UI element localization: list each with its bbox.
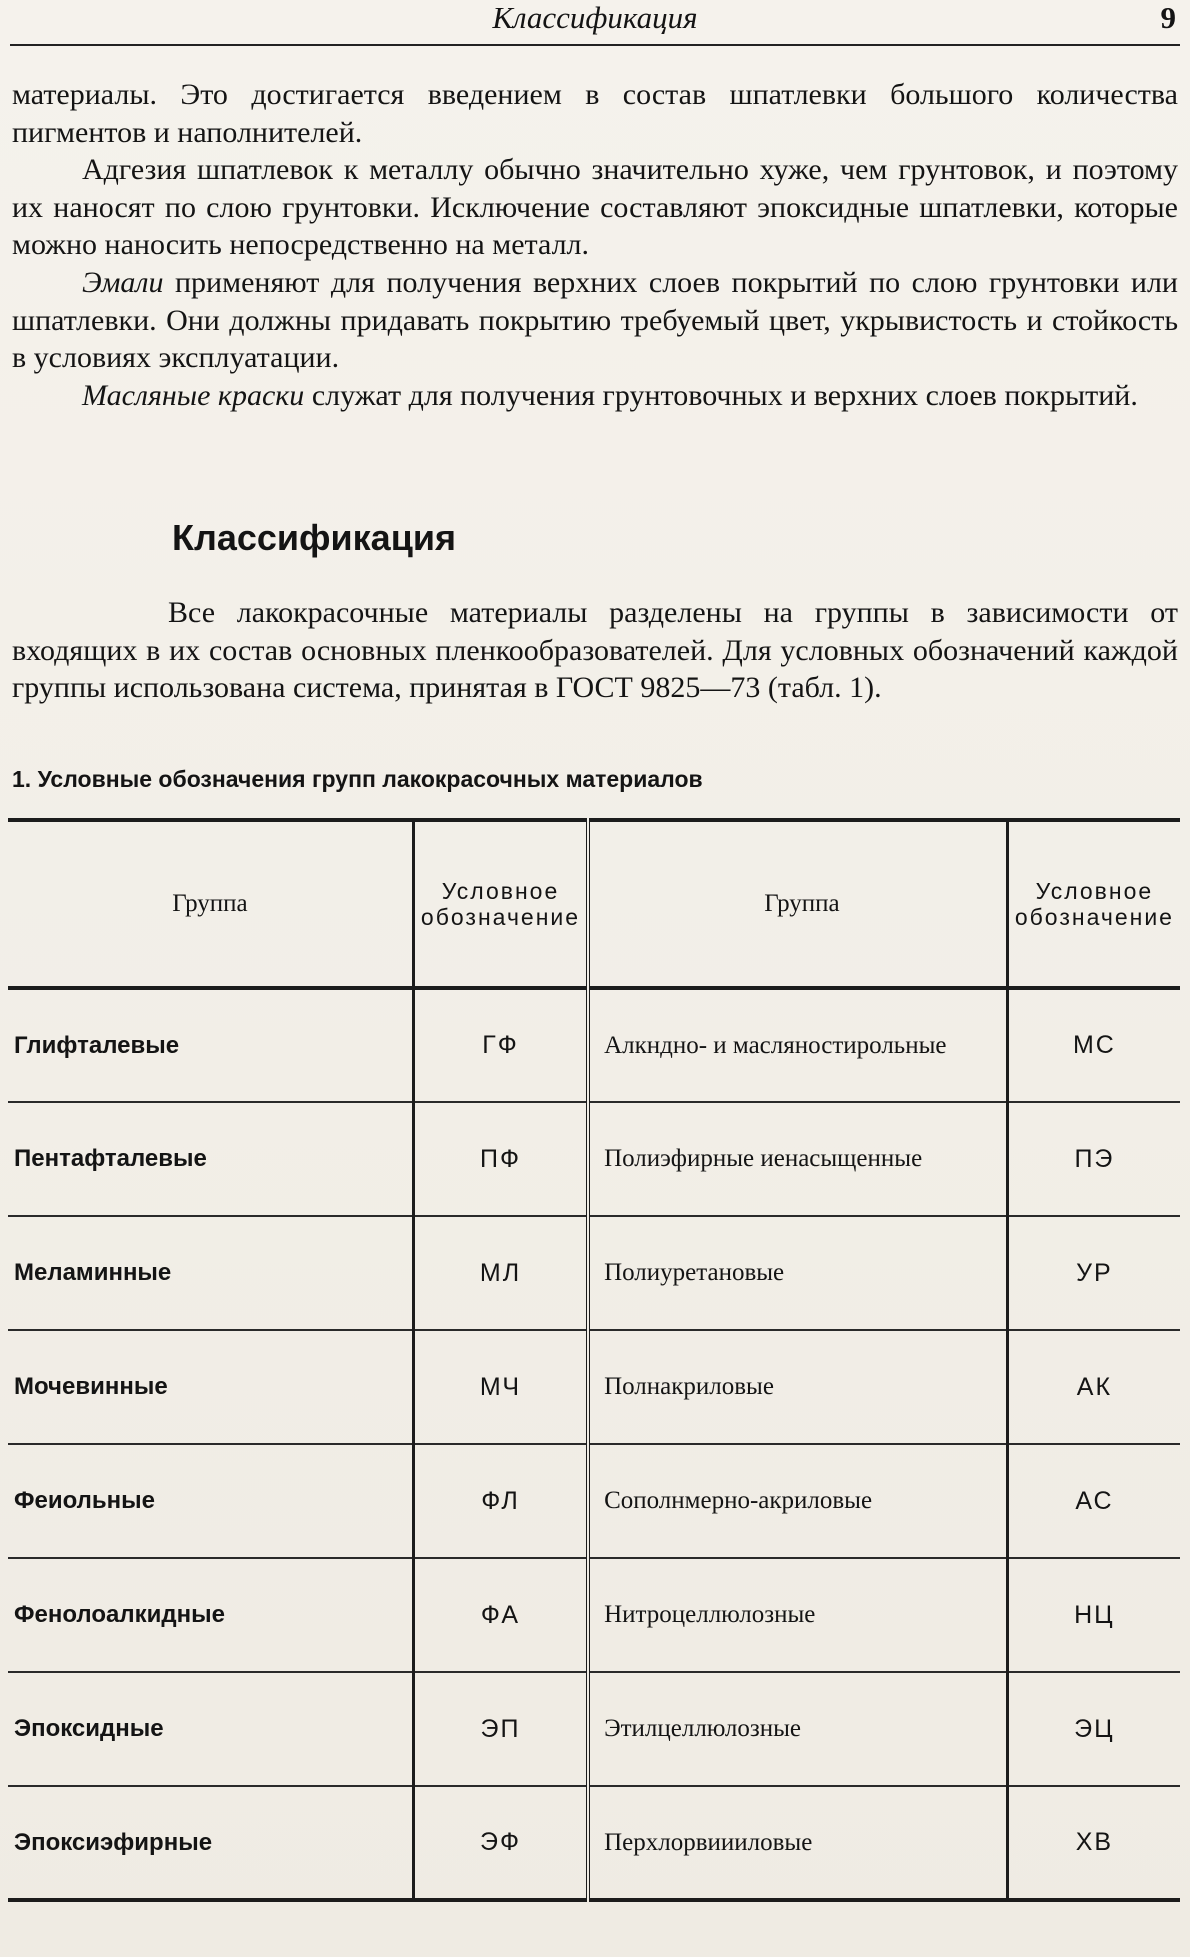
table-header-row — [8, 820, 1180, 988]
group-left-cell: Эпоксидные — [8, 1672, 413, 1786]
code-left-cell: ФЛ — [413, 1444, 588, 1558]
code-left-cell: ГФ — [413, 988, 588, 1102]
group-right-cell: Полиэфирные иенасыщенные — [588, 1102, 1007, 1216]
group-right-cell: Сополнмерно-акриловые — [588, 1444, 1007, 1558]
code-right-cell: НЦ — [1007, 1558, 1180, 1672]
code-left-cell: ФА — [413, 1558, 588, 1672]
page-number: 9 — [1160, 0, 1176, 35]
group-left-cell: Меламинные — [8, 1216, 413, 1330]
code-left-cell: ПФ — [413, 1102, 588, 1216]
table-row — [8, 988, 1180, 1102]
code-left-cell: МЛ — [413, 1216, 588, 1330]
header-code-left: Условное обозначение — [413, 820, 588, 988]
running-header — [10, 0, 1180, 46]
group-left-cell: Фенолоалкидные — [8, 1558, 413, 1672]
paragraph-oil-paints — [12, 377, 1178, 415]
table-row — [8, 1672, 1180, 1786]
term-enamels: Эмали — [82, 265, 164, 299]
paragraph-classification: Все лакокрасочные материалы разделены на группы в зависимости от входящих в их состав основных пленкообразователей. Для условных обозначений каждой группы использована система, принятая в ГОСТ 9825—73 (табл. 1). — [12, 596, 1178, 705]
table-row — [8, 1330, 1180, 1444]
running-title: Классификация — [492, 0, 698, 35]
code-right-cell: УР — [1007, 1216, 1180, 1330]
designation-table — [8, 818, 1180, 1902]
header-group-left: Группа — [8, 820, 413, 988]
oil-paints-text: служат для получения грунтовочных и верхних слоев покрытий. — [304, 378, 1138, 412]
table-row — [8, 1558, 1180, 1672]
group-right-cell: Полиуретановые — [588, 1216, 1007, 1330]
code-right-cell: АК — [1007, 1330, 1180, 1444]
code-right-cell: ЭЦ — [1007, 1672, 1180, 1786]
code-right-cell: МС — [1007, 988, 1180, 1102]
enamels-text: применяют для получения верхних слоев покрытий по слою грунтовки или шпатлевки. Они должны придавать покрытию требуемый цвет, укрывистость и стойкость в условиях эксплуатации. — [12, 265, 1178, 375]
code-left-cell: МЧ — [413, 1330, 588, 1444]
group-right-cell: Нитроцеллюлозные — [588, 1558, 1007, 1672]
code-left-cell: ЭФ — [413, 1786, 588, 1900]
group-left-cell: Пентафталевые — [8, 1102, 413, 1216]
paragraph-adhesion: Адгезия шпатлевок к металлу обычно значительно хуже, чем грунтовок, и поэтому их наносят по слою грунтовки. Исключение составляют эпоксидные шпатлевки, которые можно наносить непосредственно на металл. — [12, 153, 1178, 262]
body-text-classification — [12, 594, 1178, 707]
designation-table-container — [8, 818, 1180, 1902]
group-left-cell: Глифталевые — [8, 988, 413, 1102]
table-row — [8, 1786, 1180, 1900]
table-caption: 1. Условные обозначения групп лакокрасочных материалов — [12, 766, 703, 792]
header-code-right: Условное обозначение — [1007, 820, 1180, 988]
paragraph-enamels — [12, 264, 1178, 377]
group-right-cell: Перхлорвиииловые — [588, 1786, 1007, 1900]
group-left-cell: Мочевинные — [8, 1330, 413, 1444]
body-text-top — [12, 76, 1178, 414]
table-row — [8, 1102, 1180, 1216]
table-row — [8, 1216, 1180, 1330]
term-oil-paints: Масляные краски — [82, 378, 305, 412]
code-left-cell: ЭП — [413, 1672, 588, 1786]
table-row — [8, 1444, 1180, 1558]
group-left-cell: Эпоксиэфирные — [8, 1786, 413, 1900]
code-right-cell: ХВ — [1007, 1786, 1180, 1900]
code-right-cell: ПЭ — [1007, 1102, 1180, 1216]
group-right-cell: Алкндно- и масляностирольные — [588, 988, 1007, 1102]
paragraph-fillers: материалы. Это достигается введением в состав шпатлевки большого количества пигментов и наполнителей. — [12, 78, 1178, 149]
table-body — [8, 988, 1180, 1900]
group-right-cell: Полнакриловые — [588, 1330, 1007, 1444]
group-left-cell: Феиольные — [8, 1444, 413, 1558]
header-group-right: Группа — [588, 820, 1007, 988]
group-right-cell: Этилцеллюлозные — [588, 1672, 1007, 1786]
code-right-cell: АС — [1007, 1444, 1180, 1558]
section-heading: Классификация — [172, 517, 456, 558]
